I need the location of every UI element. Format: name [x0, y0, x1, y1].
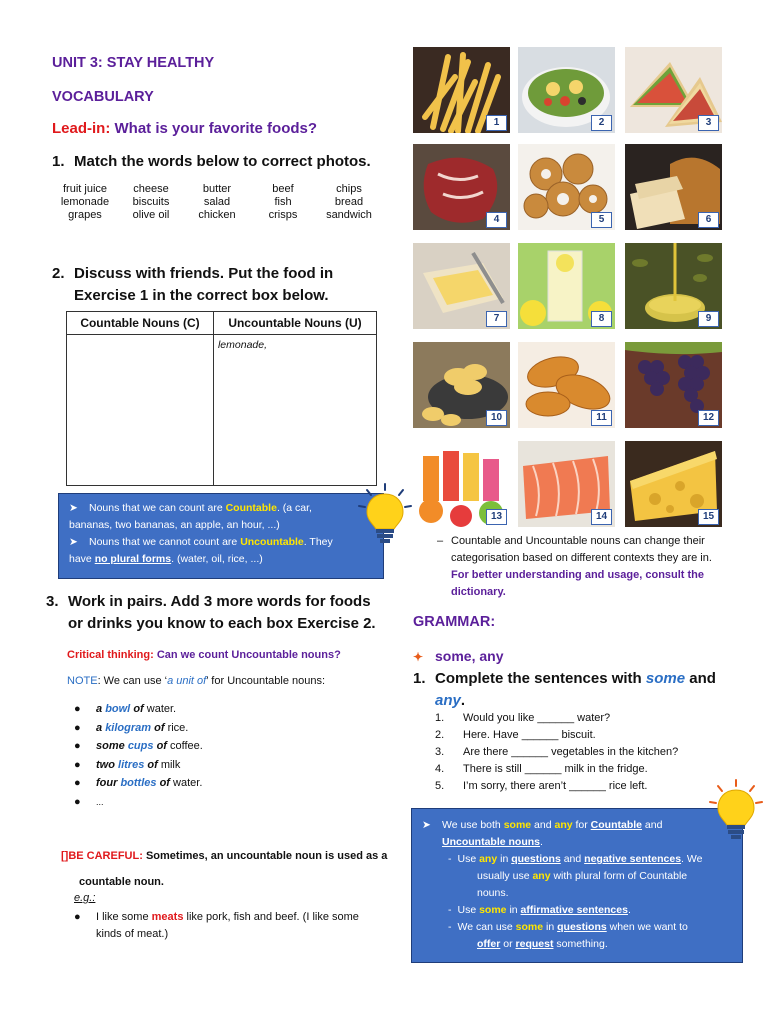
photo-number: 1	[486, 115, 507, 131]
word-list	[52, 183, 382, 221]
photo-number: 7	[486, 311, 507, 327]
sentence-list	[435, 710, 678, 795]
list-item: ● a bowl of water.	[74, 703, 177, 715]
info-text: Nouns that we can count are	[89, 502, 226, 514]
exercise-3-number: 3.	[46, 593, 59, 610]
photo-fruit-juice	[413, 441, 510, 527]
exercise-1-heading	[52, 151, 371, 173]
eg-label: e.g.:	[74, 892, 96, 904]
side-note-highlight: dictionary.	[451, 586, 506, 598]
exercise-2-number: 2.	[52, 265, 65, 282]
countable-cell[interactable]	[67, 335, 214, 486]
exercise-1-text: Match the words below to correct photos.	[74, 153, 371, 170]
no-plural-forms: no plural forms	[94, 553, 172, 565]
photo-number: 12	[698, 410, 719, 426]
info-text: Nouns that we cannot count are	[89, 536, 241, 548]
lead-in-question: What is your favorite foods?	[114, 120, 318, 137]
info-text: . They	[303, 536, 333, 548]
exercise-3-heading	[46, 591, 376, 635]
photo-butter	[413, 243, 510, 329]
photo-number: 14	[591, 509, 612, 525]
list-item: 1. Would you like ______ water?	[435, 712, 611, 724]
photo-salad	[518, 47, 615, 133]
exercise-3-line1: Work in pairs. Add 3 more words for foods	[68, 593, 371, 610]
countable-highlight: Countable	[225, 502, 277, 514]
side-note-text: Countable and Uncountable nouns can change their	[451, 535, 705, 547]
photo-number: 4	[486, 212, 507, 228]
word: beef	[272, 183, 294, 195]
be-careful	[61, 843, 387, 895]
uncountable-cell[interactable]: lemonade,	[213, 335, 376, 486]
exercise-2-heading	[52, 263, 333, 307]
list-item: 5. I’m sorry, there aren’t ______ rice left.	[435, 780, 648, 792]
photo-chicken	[518, 342, 615, 428]
photo-number: 6	[698, 212, 719, 228]
list-item: 4. There is still ______ milk in the fridge.	[435, 763, 648, 775]
unit-title: UNIT 3: STAY HEALTHY	[52, 55, 215, 71]
photo-biscuits	[518, 144, 615, 230]
word: crisps	[268, 209, 298, 221]
countable-header: Countable Nouns (C)	[67, 312, 214, 335]
photo-number: 13	[486, 509, 507, 525]
side-note-highlight: For better understanding and usage, consult the	[451, 569, 705, 581]
note-text: ’ for Uncountable nouns:	[206, 675, 326, 687]
arrow-bullet-icon: ➤	[69, 502, 78, 514]
uncountable-highlight: Uncountable	[240, 536, 304, 548]
info-box-countable	[58, 493, 384, 579]
list-item: ● ...	[74, 795, 104, 808]
vocabulary-title: VOCABULARY	[52, 89, 154, 105]
photo-number: 2	[591, 115, 612, 131]
list-item: 3. Are there ______ vegetables in the kitchen?	[435, 746, 679, 758]
note-text: : We can use ‘	[97, 675, 168, 687]
note-unit-of: a unit of	[167, 675, 207, 687]
note-line	[67, 675, 325, 687]
list-item: ● four bottles of water.	[74, 777, 203, 789]
exercise-2-line1: Discuss with friends. Put the food in	[74, 265, 334, 282]
photo-number: 5	[591, 212, 612, 228]
list-item: 2. Here. Have ______ biscuit.	[435, 729, 596, 741]
lead-in	[52, 120, 317, 137]
be-careful-text: countable noun.	[79, 876, 164, 888]
info-text: have	[69, 553, 95, 565]
photo-lemonade	[518, 243, 615, 329]
photo-fish	[518, 441, 615, 527]
critical-question: Can we count Uncountable nouns?	[156, 649, 341, 661]
word: butter	[202, 183, 232, 195]
word: fish	[274, 196, 292, 208]
uncountable-header: Uncountable Nouns (U)	[213, 312, 376, 335]
arrow-bullet-icon: ➤	[422, 819, 431, 831]
word: bread	[334, 196, 364, 208]
some-any-text: some, any	[435, 648, 504, 664]
info-text: bananas, two bananas, an apple, an hour, ...)	[69, 519, 280, 531]
example: ● I like some meats like pork, fish and beef. (I like some kinds of meat.)	[74, 911, 359, 940]
photo-number: 15	[698, 509, 719, 525]
lightbulb-icon	[355, 482, 415, 547]
side-note: – Countable and Uncountable nouns can change their categorisation based on different contexts they are in. For better understanding and usage, consult the dictionary.	[437, 533, 737, 601]
word: biscuits	[132, 196, 170, 208]
info-text: . (a car,	[276, 502, 312, 514]
photo-grapes	[625, 342, 722, 428]
photo-number: 3	[698, 115, 719, 131]
photo-number: 11	[591, 410, 612, 426]
photo-number: 10	[486, 410, 507, 426]
info-box-some-any: ➤ We use both some and any for Countable and Uncountable nouns. - Use any in questions and negative sentences. We usually use any with plural form of Countable nouns. - Use some in affirmative sentences. - We can use some in questions when we want to offer or request something.	[411, 808, 743, 963]
word: grapes	[68, 209, 102, 221]
word: salad	[203, 196, 231, 208]
critical-label: Critical thinking:	[67, 649, 154, 661]
arrow-bullet-icon: ➤	[69, 536, 78, 548]
word: cheese	[133, 183, 169, 195]
photo-olive-oil	[625, 243, 722, 329]
photo-crisps	[413, 342, 510, 428]
be-careful-label: []BE CAREFUL:	[61, 850, 143, 862]
side-note-text: categorisation based on different contexts they are in.	[451, 552, 712, 564]
list-item: ● two litres of milk	[74, 758, 181, 771]
nouns-table	[66, 311, 377, 486]
grammar-title: GRAMMAR:	[413, 614, 496, 630]
word: sandwich	[326, 209, 372, 221]
exercise-3-line2: or drinks you know to each box Exercise 2.	[68, 615, 376, 632]
photo-sandwich	[625, 47, 722, 133]
word: chips	[336, 183, 362, 195]
photo-beef	[413, 144, 510, 230]
list-item: ● a kilogram of rice.	[74, 721, 189, 734]
photo-cheese	[625, 441, 722, 527]
units-list	[74, 700, 203, 811]
note-label: NOTE	[67, 675, 98, 687]
photo-number: 9	[698, 311, 719, 327]
some-any-heading	[413, 648, 503, 664]
lead-in-label: Lead-in:	[52, 120, 111, 137]
word: olive oil	[132, 209, 170, 221]
photo-chips	[413, 47, 510, 133]
photo-bread	[625, 144, 722, 230]
photo-number: 8	[591, 311, 612, 327]
diamond-bullet-icon: ✦	[413, 650, 424, 664]
exercise-1-number: 1.	[52, 153, 65, 170]
list-item: ● some cups of coffee.	[74, 740, 203, 752]
critical-thinking	[67, 649, 341, 661]
word: lemonade	[60, 196, 110, 208]
lightbulb-icon	[706, 778, 766, 843]
word: chicken	[198, 209, 236, 221]
info-text: . (water, oil, rice, ...)	[171, 553, 263, 565]
word: fruit juice	[62, 183, 108, 195]
exercise-2-line2: Exercise 1 in the correct box below.	[74, 287, 329, 304]
be-careful-text: Sometimes, an uncountable noun is used as a	[145, 850, 388, 862]
grammar-exercise-1-heading: 1. Complete the sentences with some and any.	[413, 670, 716, 709]
